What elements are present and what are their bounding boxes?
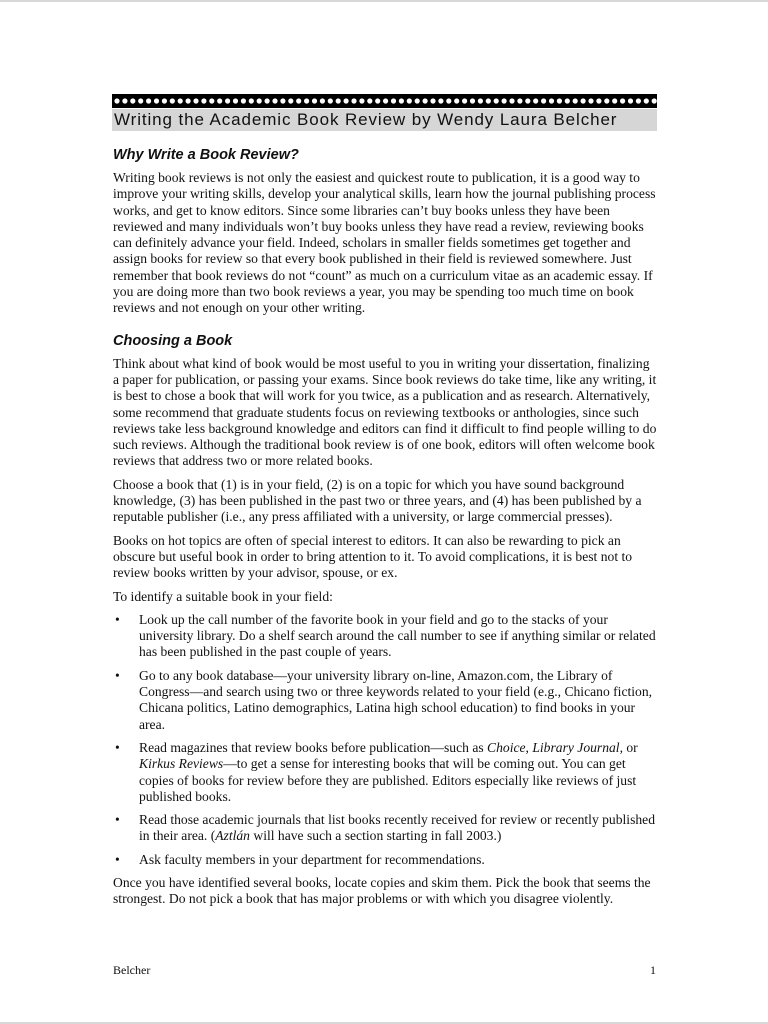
decorative-dot [217, 98, 222, 103]
decorative-dot [209, 98, 214, 103]
title-bar [112, 109, 657, 131]
decorative-dot [446, 98, 451, 103]
decorative-dot [367, 98, 372, 103]
decorative-dot [541, 98, 546, 103]
bullet-icon: • [115, 851, 120, 867]
decorative-dot [257, 98, 262, 103]
decorative-dot [296, 98, 301, 103]
decorative-dot [249, 98, 254, 103]
decorative-dot [423, 98, 428, 103]
decorative-dot [644, 98, 649, 103]
list-item [113, 668, 658, 733]
decorative-dot [596, 98, 601, 103]
decorative-dot [494, 98, 499, 103]
decorative-dot [336, 98, 341, 103]
decorative-dot [502, 98, 507, 103]
list-item-text-end: —to get a sense for interesting books that will be coming out. You can get copies of books for review before they are published. Editors especially like reviews of just published books. [139, 756, 637, 804]
decorative-dot [470, 98, 475, 103]
decorative-dot [344, 98, 349, 103]
decorative-dot [233, 98, 238, 103]
decorative-dot [454, 98, 459, 103]
list-item-text: Go to any book database—your university library on-line, Amazon.com, the Library of Congress—and search using two or three keywords related to your field (e.g., Chicano fiction, Chicana politics, Latino demographics, Latina high school education) to find books in your area. [139, 667, 653, 732]
bullet-icon: • [115, 812, 120, 828]
decorative-dot [430, 98, 435, 103]
decorative-dot [359, 98, 364, 103]
decorative-dot [581, 98, 586, 103]
publication-names: Choice, Library Journal, [487, 739, 623, 755]
decorative-dot [517, 98, 522, 103]
decorative-dot [130, 98, 135, 103]
list-item [113, 612, 658, 661]
decorative-dot [178, 98, 183, 103]
decorative-dot [478, 98, 483, 103]
decorative-dot [162, 98, 167, 103]
page-number: 1 [650, 963, 656, 977]
decorative-dot [628, 98, 633, 103]
decorative-dot [288, 98, 293, 103]
decorative-dot [612, 98, 617, 103]
decorative-dot [391, 98, 396, 103]
journal-name: Aztlán [215, 828, 250, 844]
list-item-text: Look up the call number of the favorite book in your field and go to the stacks of your university library. Do a shelf search around the call number to see if anything similar or related has been published in the past couple of years. [139, 611, 656, 660]
decorative-dot [312, 98, 317, 103]
list-item [113, 812, 658, 845]
list-item [113, 740, 658, 805]
list-item-text: Ask faculty members in your department for recommendations. [139, 851, 485, 867]
section-heading-why-review: Why Write a Book Review? [113, 147, 299, 163]
list-item-text-mid: or [622, 739, 638, 755]
paragraph: Choose a book that (1) is in your field, (2) is on a topic for which you have sound background knowledge, (3) has been published in the past two or three years, and (4) has been published by a reputable publisher (i.e., any press affiliated with a university, or large commercial presses). [113, 476, 642, 525]
decorative-dot [170, 98, 175, 103]
decorative-dot [351, 98, 356, 103]
footer-author: Belcher [113, 963, 151, 977]
decorative-dot [652, 98, 657, 103]
decorative-dot [557, 98, 562, 103]
decorative-dot [241, 98, 246, 103]
decorative-dot [565, 98, 570, 103]
list-item-text-end: will have such a section starting in fall 2003.) [249, 828, 502, 844]
paragraph: Writing book reviews is not only the easiest and quickest route to publication, it is a good way to improve your writing skills, develop your analytical skills, learn how the journal publishing process works, and get to know editors. Since some libraries can’t buy books unless they have been reviewed and many individuals won’t buy books unless they have read a review, reviewing books can definitely advance your field. Indeed, scholars in smaller fields sometimes get together and assign books for review so that every book published in their field is reviewed somewhere. Just remember that book reviews do not “count” as much on a curriculum vitae as an academic essay. If you are doing more than two book reviews a year, you may be spending too much time on book reviews and not enough on your other writing. [113, 170, 656, 316]
list-item-text-start: Read magazines that review books before publication—such as [139, 739, 488, 755]
decorative-dot [122, 98, 127, 103]
decorative-dot [549, 98, 554, 103]
decorative-dot [383, 98, 388, 103]
list-item [113, 852, 658, 868]
decorative-dot [114, 98, 119, 103]
dot-pattern [112, 94, 657, 108]
decorative-dot [328, 98, 333, 103]
bullet-icon: • [115, 611, 120, 627]
decorative-dot [573, 98, 578, 103]
bullet-icon: • [115, 739, 120, 755]
decorative-dot [138, 98, 143, 103]
decorative-dot [525, 98, 530, 103]
decorative-dot [280, 98, 285, 103]
paragraph: Once you have identified several books, locate copies and skim them. Pick the book that seems the strongest. Do not pick a book that has major problems or with which you disagree violently. [113, 874, 651, 907]
page-top-border [0, 0, 768, 2]
decorative-dot [154, 98, 159, 103]
decorative-dot [272, 98, 277, 103]
decorative-dot [146, 98, 151, 103]
decorative-dot [533, 98, 538, 103]
decorative-dot [588, 98, 593, 103]
decorative-dot [462, 98, 467, 103]
decorative-dot [399, 98, 404, 103]
decorative-dot [375, 98, 380, 103]
decorative-dot [304, 98, 309, 103]
bullet-list [113, 612, 658, 868]
decorative-dot [636, 98, 641, 103]
decorative-dot [225, 98, 230, 103]
list-item-text-start: Read those academic journals that list books recently received for review or recently published in their area. ( [139, 812, 655, 844]
decorative-dot [604, 98, 609, 103]
decorative-dot [486, 98, 491, 103]
paragraph: Think about what kind of book would be most useful to you in writing your dissertation, finalizing a paper for publication, or passing your exams. Since book reviews do take time, like any writing, it is best to chose a book that will work for you twice, as a publication and as research. Alternatively, some recommend that graduate students focus on reviewing textbooks or anthologies, since such reviews take less background knowledge and editors can find it difficult to find people willing to do such reviews. Although the traditional book review is of one book, editors will often welcome book reviews that address two or more related books. [113, 355, 657, 469]
dotted-header-band [112, 94, 657, 108]
document-title: Writing the Academic Book Review by Wendy Laura Belcher [114, 110, 618, 129]
section-heading-choosing-book: Choosing a Book [113, 332, 233, 349]
paragraph: Books on hot topics are often of special interest to editors. It can also be rewarding to pick an obscure but useful book in order to bring attention to it. To avoid complications, it is best not to review books written by your advisor, spouse, or ex. [113, 532, 633, 581]
decorative-dot [407, 98, 412, 103]
decorative-dot [620, 98, 625, 103]
decorative-dot [186, 98, 191, 103]
decorative-dot [193, 98, 198, 103]
decorative-dot [415, 98, 420, 103]
bullet-icon: • [115, 667, 120, 683]
decorative-dot [201, 98, 206, 103]
decorative-dot [320, 98, 325, 103]
document-body [113, 146, 658, 915]
decorative-dot [438, 98, 443, 103]
publication-name: Kirkus Reviews [139, 756, 224, 772]
decorative-dot [509, 98, 514, 103]
paragraph: To identify a suitable book in your field: [113, 588, 333, 604]
decorative-dot [265, 98, 270, 103]
